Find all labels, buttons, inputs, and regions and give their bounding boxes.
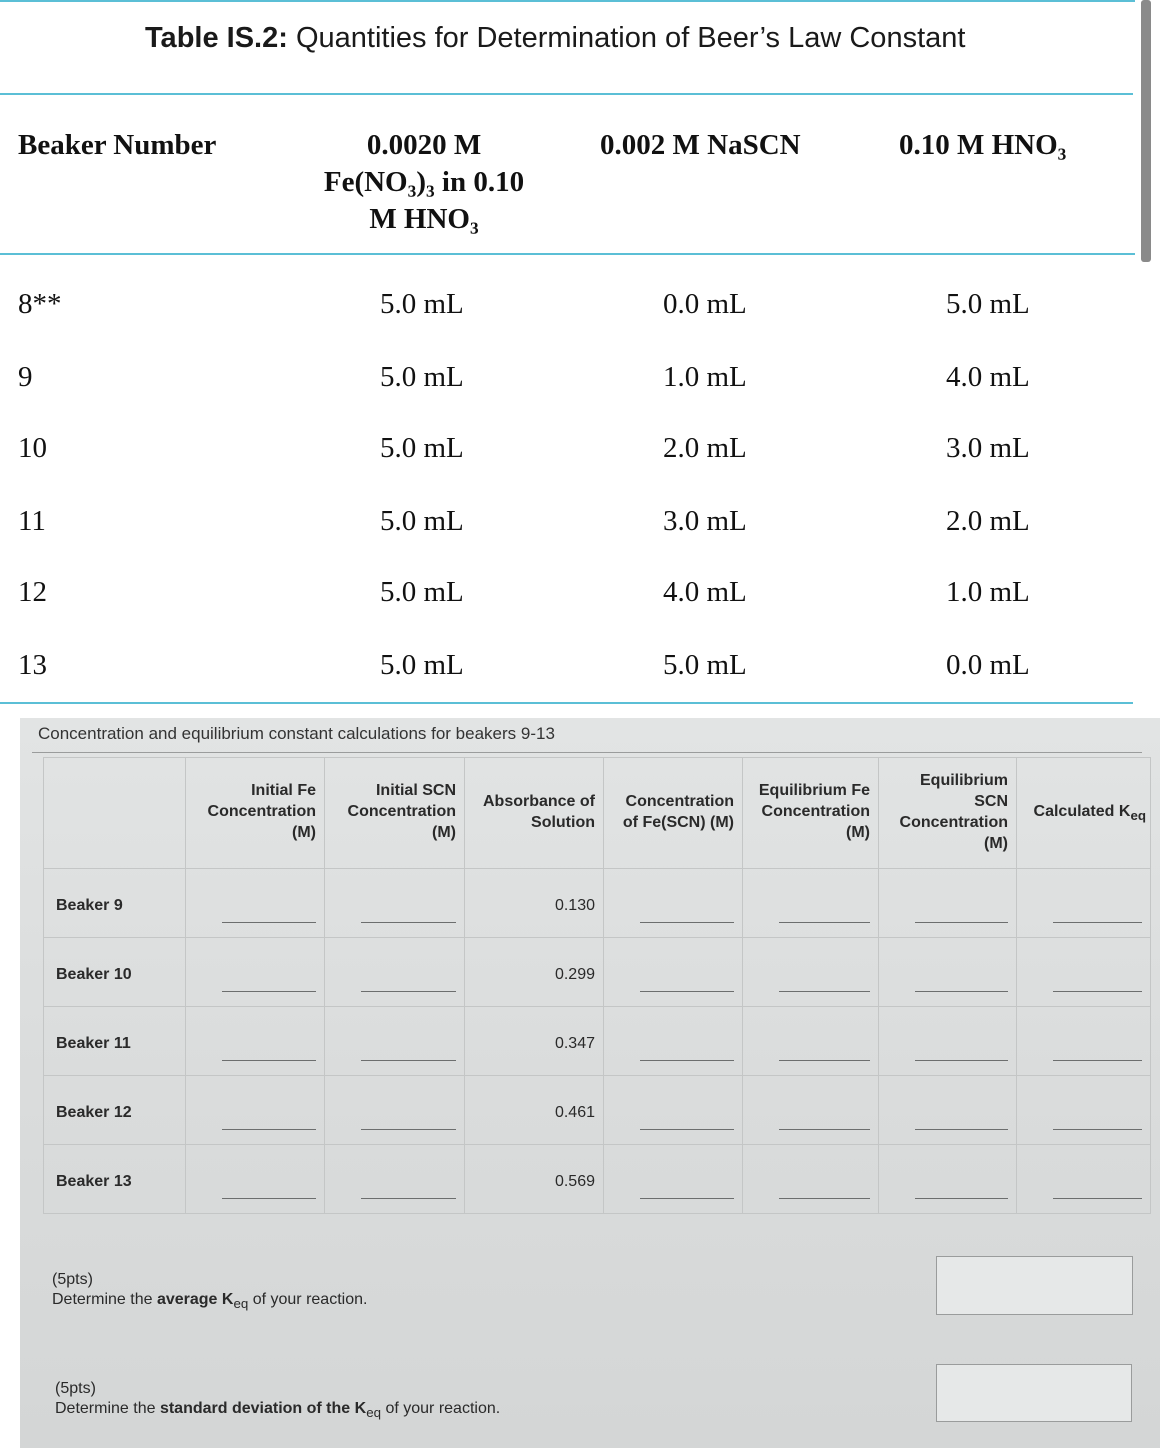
answer-cell[interactable] bbox=[879, 1076, 1017, 1145]
cell-fe: 5.0 mL bbox=[380, 649, 464, 681]
answer-cell[interactable] bbox=[743, 869, 879, 938]
answer-cell[interactable] bbox=[325, 869, 465, 938]
answer-blank-line[interactable] bbox=[222, 1129, 316, 1130]
beaker-label: Beaker 9 bbox=[56, 897, 123, 914]
answer-blank-line[interactable] bbox=[1053, 1129, 1142, 1130]
question-average-keq: (5pts) Determine the average $K_{eq}$ of your reaction. bbox=[52, 1271, 368, 1312]
cell-beaker: 9 bbox=[18, 361, 33, 393]
answer-blank-line[interactable] bbox=[779, 1129, 870, 1130]
answer-cell[interactable] bbox=[879, 938, 1017, 1007]
answer-blank-line[interactable] bbox=[640, 991, 734, 992]
worksheet-column-header bbox=[44, 758, 186, 869]
answer-cell[interactable] bbox=[1017, 1076, 1151, 1145]
answer-blank-line[interactable] bbox=[361, 991, 456, 992]
answer-blank-line[interactable] bbox=[640, 1129, 734, 1130]
cell-hno3: 3.0 mL bbox=[946, 432, 1030, 464]
worksheet-column-header: Initial SCN Concentration (M) bbox=[325, 758, 465, 869]
cell-hno3: 5.0 mL bbox=[946, 288, 1030, 320]
worksheet-column-header: Equilibrium SCN Concentration (M) bbox=[879, 758, 1017, 869]
answer-blank-line[interactable] bbox=[222, 1198, 316, 1199]
cell-nascn: 4.0 mL bbox=[663, 576, 747, 608]
cell-nascn: 2.0 mL bbox=[663, 432, 747, 464]
worksheet-header-row bbox=[44, 758, 1151, 869]
cell-nascn: 0.0 mL bbox=[663, 288, 747, 320]
header-fe-nitrate: 0.0020 M Fe(NO₃)₃ in 0.10 M HNO₃ bbox=[323, 129, 525, 235]
cell-hno3: 0.0 mL bbox=[946, 649, 1030, 681]
title-divider bbox=[0, 93, 1133, 95]
answer-blank-line[interactable] bbox=[915, 1198, 1008, 1199]
answer-blank-line[interactable] bbox=[915, 1060, 1008, 1061]
beaker-label: Beaker 13 bbox=[56, 1173, 132, 1190]
beaker-label-cell bbox=[44, 869, 186, 938]
answer-cell[interactable] bbox=[186, 1076, 325, 1145]
cell-nascn: 5.0 mL bbox=[663, 649, 747, 681]
absorbance-cell bbox=[465, 1145, 604, 1214]
answer-cell[interactable] bbox=[743, 1076, 879, 1145]
answer-blank-line[interactable] bbox=[779, 991, 870, 992]
absorbance-value: 0.461 bbox=[554, 1104, 595, 1121]
answer-blank-line[interactable] bbox=[1053, 1198, 1142, 1199]
worksheet-column-header: Concentration of Fe(SCN) (M) bbox=[604, 758, 743, 869]
worksheet-row bbox=[44, 1076, 1151, 1145]
header-hno3: 0.10 M HNO₃ bbox=[899, 129, 1067, 161]
answer-blank-line[interactable] bbox=[361, 1129, 456, 1130]
answer-cell[interactable] bbox=[325, 1076, 465, 1145]
answer-blank-line[interactable] bbox=[779, 1198, 870, 1199]
caption-divider bbox=[32, 752, 1142, 753]
worksheet-table bbox=[43, 757, 1151, 1214]
answer-blank-line[interactable] bbox=[915, 1129, 1008, 1130]
cell-nascn: 1.0 mL bbox=[663, 361, 747, 393]
bottom-border bbox=[0, 702, 1133, 704]
answer-cell[interactable] bbox=[743, 938, 879, 1007]
cell-beaker: 10 bbox=[18, 432, 47, 464]
absorbance-value: 0.130 bbox=[554, 897, 595, 914]
answer-cell[interactable] bbox=[879, 1145, 1017, 1214]
answer-cell[interactable] bbox=[743, 1145, 879, 1214]
answer-blank-line[interactable] bbox=[1053, 922, 1142, 923]
answer-cell[interactable] bbox=[604, 1076, 743, 1145]
answer-cell[interactable] bbox=[325, 1145, 465, 1214]
cell-beaker: 12 bbox=[18, 576, 47, 608]
answer-blank-line[interactable] bbox=[222, 1060, 316, 1061]
answer-blank-line[interactable] bbox=[915, 991, 1008, 992]
worksheet-column-header: Calculated $K_{eq}$ bbox=[1017, 758, 1151, 869]
answer-cell[interactable] bbox=[186, 1007, 325, 1076]
average-keq-answer-box[interactable] bbox=[936, 1256, 1133, 1315]
header-nascn: 0.002 M NaSCN bbox=[600, 129, 801, 161]
answer-blank-line[interactable] bbox=[779, 1060, 870, 1061]
cell-hno3: 1.0 mL bbox=[946, 576, 1030, 608]
absorbance-value: 0.299 bbox=[554, 966, 595, 983]
answer-cell[interactable] bbox=[604, 1145, 743, 1214]
answer-blank-line[interactable] bbox=[361, 1060, 456, 1061]
beaker-label: Beaker 12 bbox=[56, 1104, 132, 1121]
cell-hno3: 4.0 mL bbox=[946, 361, 1030, 393]
answer-blank-line[interactable] bbox=[779, 922, 870, 923]
cell-fe: 5.0 mL bbox=[380, 576, 464, 608]
beaker-label: Beaker 11 bbox=[56, 1035, 131, 1052]
cell-hno3: 2.0 mL bbox=[946, 505, 1030, 537]
beaker-label-cell bbox=[44, 938, 186, 1007]
beaker-label-cell bbox=[44, 1007, 186, 1076]
answer-cell[interactable] bbox=[743, 1007, 879, 1076]
answer-cell[interactable] bbox=[604, 869, 743, 938]
header-divider bbox=[0, 253, 1135, 255]
cell-fe: 5.0 mL bbox=[380, 288, 464, 320]
absorbance-value: 0.347 bbox=[554, 1035, 595, 1052]
absorbance-value: 0.569 bbox=[554, 1173, 595, 1190]
worksheet-column-header: Absorbance of Solution bbox=[465, 758, 604, 869]
answer-blank-line[interactable] bbox=[640, 1198, 734, 1199]
answer-cell[interactable] bbox=[604, 938, 743, 1007]
worksheet-row bbox=[44, 869, 1151, 938]
cell-beaker: 13 bbox=[18, 649, 47, 681]
worksheet-row bbox=[44, 938, 1151, 1007]
answer-cell[interactable] bbox=[879, 1007, 1017, 1076]
answer-cell[interactable] bbox=[325, 1007, 465, 1076]
cell-fe: 5.0 mL bbox=[380, 432, 464, 464]
printed-table bbox=[0, 0, 1135, 712]
absorbance-cell bbox=[465, 869, 604, 938]
answer-cell[interactable] bbox=[186, 869, 325, 938]
absorbance-cell bbox=[465, 1007, 604, 1076]
absorbance-cell bbox=[465, 938, 604, 1007]
answer-blank-line[interactable] bbox=[222, 922, 316, 923]
worksheet-column-header: Equilibrium Fe Concentration (M) bbox=[743, 758, 879, 869]
worksheet-column-header: Initial Fe Concentration (M) bbox=[186, 758, 325, 869]
answer-blank-line[interactable] bbox=[222, 991, 316, 992]
answer-cell[interactable] bbox=[186, 1145, 325, 1214]
worksheet-caption: Concentration and equilibrium constant calculations for beakers 9-13 bbox=[38, 724, 555, 743]
answer-cell[interactable] bbox=[1017, 1007, 1151, 1076]
cell-beaker: 8** bbox=[18, 288, 62, 320]
beaker-label-cell bbox=[44, 1076, 186, 1145]
answer-cell[interactable] bbox=[1017, 869, 1151, 938]
answer-cell[interactable] bbox=[1017, 1145, 1151, 1214]
answer-blank-line[interactable] bbox=[640, 1060, 734, 1061]
top-border bbox=[0, 0, 1135, 2]
beaker-label-cell bbox=[44, 1145, 186, 1214]
worksheet-row bbox=[44, 1007, 1151, 1076]
answer-blank-line[interactable] bbox=[361, 1198, 456, 1199]
answer-blank-line[interactable] bbox=[915, 922, 1008, 923]
answer-cell[interactable] bbox=[325, 938, 465, 1007]
beaker-label: Beaker 10 bbox=[56, 966, 132, 983]
cell-nascn: 3.0 mL bbox=[663, 505, 747, 537]
stdev-keq-answer-box[interactable] bbox=[936, 1364, 1132, 1422]
scrollbar[interactable] bbox=[1141, 0, 1151, 262]
question-stdev-keq: (5pts) Determine the standard deviation of the $K_{eq}$ of your reaction. bbox=[55, 1380, 501, 1421]
answer-cell[interactable] bbox=[879, 869, 1017, 938]
answer-cell[interactable] bbox=[186, 938, 325, 1007]
cell-fe: 5.0 mL bbox=[380, 505, 464, 537]
answer-cell[interactable] bbox=[1017, 938, 1151, 1007]
cell-fe: 5.0 mL bbox=[380, 361, 464, 393]
answer-blank-line[interactable] bbox=[361, 922, 456, 923]
answer-blank-line[interactable] bbox=[640, 922, 734, 923]
answer-blank-line[interactable] bbox=[1053, 991, 1142, 992]
absorbance-cell bbox=[465, 1076, 604, 1145]
cell-beaker: 11 bbox=[18, 505, 46, 537]
table-title: Table IS.2: Quantities for Determination of Beer’s Law Constant bbox=[145, 22, 966, 54]
answer-blank-line[interactable] bbox=[1053, 1060, 1142, 1061]
worksheet-row bbox=[44, 1145, 1151, 1214]
header-beaker-number: Beaker Number bbox=[18, 129, 217, 161]
answer-cell[interactable] bbox=[604, 1007, 743, 1076]
